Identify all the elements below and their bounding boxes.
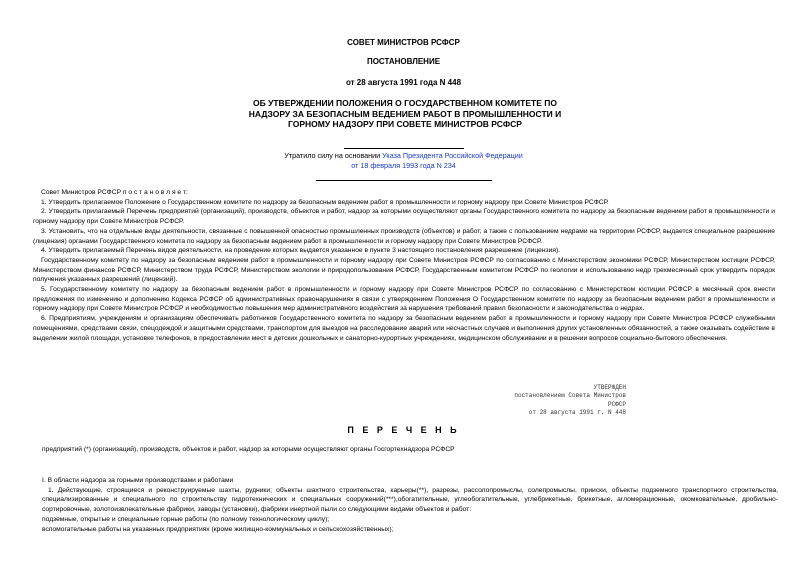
approved-line-1: УТВЕРЖДЕН xyxy=(593,384,626,391)
decree-date-link[interactable]: от 18 февраля 1993 года N 234 xyxy=(351,161,456,170)
list-subtitle: предприятий (*) (организаций), производств, объектов и работ, надзор за которыми осуществляют органы Госгортехнадзора РСФСР xyxy=(42,446,455,453)
paragraph-2: 2. Утвердить прилагаемый Перечень предприятий (организаций), производств, объектов и работ, надзор за которыми осуществляют органы Государственного комитета по надзору за безопасным ведением работ в промышленности и горному надзору при Совете Министров РСФСР. xyxy=(33,208,775,226)
resolution-body xyxy=(33,188,775,343)
document-date-number: от 28 августа 1991 года N 448 xyxy=(345,78,462,87)
document-type: ПОСТАНОВЛЕНИЕ xyxy=(366,57,441,66)
paragraph-6: 6. Предприятиям, учреждениям и организациям обеспечивать работников Государственного комитета по надзору за безопасным ведением работ в промышленности и горному надзору при Совете Министров РСФСР служебными помещениями, средствами связи, спецодеждой и защитными средствами, транспортом для выездов на расследование аварий или несчастных случаев и выполнения других установленных обязанностей, а также оказывать содействие в выделении жилой площади, установке телефонов, в предоставлении мест в детских дошкольных и санаторно-курортных учреждениях, медицинском обслуживании и в решении вопросов социально-бытового обеспечения. xyxy=(33,315,775,342)
paragraph-4: 4. Утвердить прилагаемый Перечень видов деятельности, на проведение которых выдается указанное в пункте 3 настоящего постановления разрешение (лицензия). xyxy=(41,247,561,255)
paragraph-1: 1. Утвердить прилагаемое Положение о Государственном комитете по надзору за безопасным ведением работ в промышленности и горному надзору при Совете Министров РСФСР. xyxy=(41,198,609,206)
divider-top xyxy=(344,148,464,149)
list-item-2: подземные, открытые и специальные горные работы (по полному технологическому циклу); xyxy=(42,515,330,523)
paragraph-4-cont: Государственному комитету по надзору за безопасным ведением работ в промышленности и горному надзору при Совете Министров РСФСР по согласованию с Министерством экономики РСФСР, Министерством юстиции РСФСР, Министерством финансов РСФСР, Министерством труда РСФСР, Министерством экологии и природопользования РСФСР, Государственным комитетом РСФСР по геологии и использованию недр трехмесячный срок утвердить порядок получения указанных разрешений (лицензий). xyxy=(33,256,775,284)
council-name: СОВЕТ МИНИСТРОВ РСФСР xyxy=(347,38,460,47)
list-item-3: вспомогательные работы на указанных предприятиях (кроме жилищно-коммунальных и сельскохозяйственных); xyxy=(42,525,394,533)
section-heading: I. В области надзора за горными производствами и работами xyxy=(42,477,234,484)
approved-line-4: от 28 августа 1991 г. N 448 xyxy=(528,409,626,417)
document-title: ОБ УТВЕРЖДЕНИИ ПОЛОЖЕНИЯ О ГОСУДАРСТВЕННОМ КОМИТЕТЕ ПО НАДЗОРУ ЗА БЕЗОПАСНЫМ ВЕДЕНИЕМ РАБОТ В ПРОМЫШЛЕННОСТИ И ГОРНОМУ НАДЗОРУ ПРИ СОВЕТЕ МИНИСТРОВ РСФСР xyxy=(248,98,562,129)
approved-line-3: РСФСР xyxy=(607,400,626,408)
decree-link[interactable]: Указа Президента Российской Федерации xyxy=(382,151,523,160)
paragraph-3: 3. Установить, что на отдельные виды деятельности, связанные с повышенной опасностью промышленных производств (объектов) и работ, а также с пользованием недрами на территории РСФСР, выдается специальное разрешение (лицензия) органами Государственного комитета по надзору за безопасным ведением работ в промышленности и горному надзору при Совете Министров РСФСР. xyxy=(33,227,775,245)
list-item-1: 1. Действующие, строящиеся и реконструируемые шахты, рудники; объекты шахтного строительства, карьеры(**), разрезы, рассолопромыслы, солепромыслы, прииски, объекты подземного транспортного строительства, специализированные и специального по строительству гидротехнических и специальных сооружений(***),обогатительные, углеобогатительные, углебрикетные, брикетные, агломерационные, окомковательные, дробильно-сортировочные, золотоизвлекательные фабрики, заводы (установки), фабрики инертной пыли со следующими видами объектов и работ: xyxy=(42,486,778,514)
list-content xyxy=(42,476,778,534)
expired-prefix: Утратило силу на основании xyxy=(284,151,383,160)
list-heading: П Е Р Е Ч Е Н Ь xyxy=(347,425,460,435)
intro-paragraph: Совет Министров РСФСР п о с т а н о в л я е т: xyxy=(41,189,188,196)
expired-notice xyxy=(0,151,807,171)
approval-stamp xyxy=(490,384,626,418)
approved-line-2: постановлением Совета Министров xyxy=(514,392,626,400)
divider-bottom xyxy=(316,180,492,181)
paragraph-5: 5. Государственному комитету по надзору за безопасным ведением работ в промышленности и горному надзору при Совете Министров РСФСР по согласованию с Министерством юстиции РСФСР в месячный срок внести предложения по изменению и дополнению Кодекса РСФСР об административных правонарушениях в связи с утверждением Положения О Государственном комитете по надзору за безопасным ведением работ в промышленности и горному надзору при Совете Министров РСФСР и необходимостью повышения мер административного воздействия за нарушения требований правил безопасности и законодательства о недрах. xyxy=(33,286,775,313)
